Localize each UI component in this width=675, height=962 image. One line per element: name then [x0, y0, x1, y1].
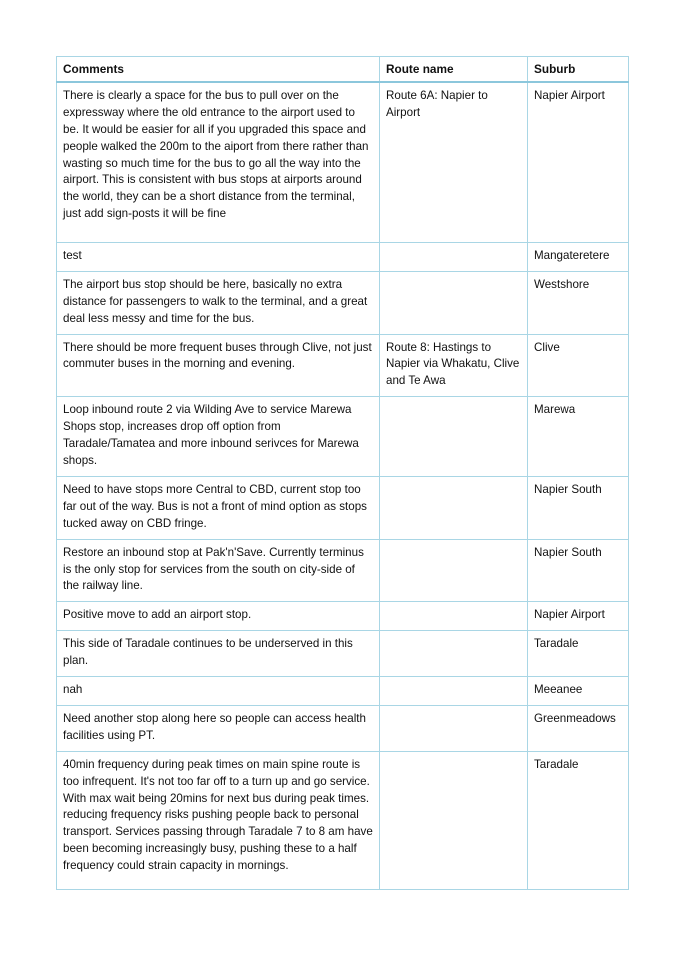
comment-cell: nah	[57, 677, 380, 706]
header-comments: Comments	[57, 57, 380, 82]
table-row	[57, 677, 629, 706]
route-cell	[380, 705, 528, 751]
table-row	[57, 602, 629, 631]
suburb-cell: Mangateretere	[528, 242, 629, 271]
table-row	[57, 476, 629, 539]
route-cell	[380, 677, 528, 706]
comment-cell: This side of Taradale continues to be underserved in this plan.	[57, 631, 380, 677]
table-row	[57, 242, 629, 271]
table-row	[57, 631, 629, 677]
table-row	[57, 397, 629, 477]
route-cell: Route 8: Hastings to Napier via Whakatu, Clive and Te Awa	[380, 334, 528, 397]
table-row	[57, 82, 629, 243]
route-cell	[380, 751, 528, 889]
route-cell	[380, 242, 528, 271]
suburb-cell: Westshore	[528, 271, 629, 334]
suburb-cell: Napier South	[528, 539, 629, 602]
comment-cell: Restore an inbound stop at Pak'n'Save. Currently terminus is the only stop for services from the south on city-side of the railway line.	[57, 539, 380, 602]
comment-cell: Need another stop along here so people can access health facilities using PT.	[57, 705, 380, 751]
suburb-cell: Napier Airport	[528, 602, 629, 631]
comment-cell: test	[57, 242, 380, 271]
suburb-cell: Taradale	[528, 631, 629, 677]
route-cell: Route 6A: Napier to Airport	[380, 82, 528, 243]
route-cell	[380, 271, 528, 334]
comment-cell: There is clearly a space for the bus to pull over on the expressway where the old entrance to the airport used to be. It would be easier for all if you upgraded this space and people walked the 200m to the aiport from there rather than wasting so much time for the bus to go all the way into the airport. This is consistent with bus stops at airports around the world, they can be a short distance from the terminal, just add sign-posts it will be fine	[57, 82, 380, 243]
suburb-cell: Marewa	[528, 397, 629, 477]
comment-cell: The airport bus stop should be here, basically no extra distance for passengers to walk to the terminal, and a great deal less messy and time for the bus.	[57, 271, 380, 334]
table-row	[57, 334, 629, 397]
suburb-cell: Napier Airport	[528, 82, 629, 243]
comment-cell: There should be more frequent buses through Clive, not just commuter buses in the morning and evening.	[57, 334, 380, 397]
table-row	[57, 751, 629, 889]
suburb-cell: Napier South	[528, 476, 629, 539]
route-cell	[380, 397, 528, 477]
table-row	[57, 539, 629, 602]
suburb-cell: Clive	[528, 334, 629, 397]
comments-table-container	[56, 56, 628, 890]
table-row	[57, 705, 629, 751]
header-suburb: Suburb	[528, 57, 629, 82]
table-row	[57, 271, 629, 334]
comments-table	[56, 56, 629, 890]
comment-cell: Loop inbound route 2 via Wilding Ave to service Marewa Shops stop, increases drop off option from Taradale/Tamatea and more inbound serivces for Marewa shops.	[57, 397, 380, 477]
route-cell	[380, 476, 528, 539]
route-cell	[380, 539, 528, 602]
table-header-row	[57, 57, 629, 82]
route-cell	[380, 602, 528, 631]
suburb-cell: Taradale	[528, 751, 629, 889]
route-cell	[380, 631, 528, 677]
comment-cell: 40min frequency during peak times on main spine route is too infrequent. It's not too far off to a turn up and go service. With max wait being 20mins for next bus during peak times. reducing frequency risks pushing people back to personal transport. Services passing through Taradale 7 to 8 am have been becoming increasingly busy, pushing these to a half frequency could strain capacity in mornings.	[57, 751, 380, 889]
comment-cell: Positive move to add an airport stop.	[57, 602, 380, 631]
comment-cell: Need to have stops more Central to CBD, current stop too far out of the way. Bus is not a front of mind option as stops tucked away on CBD fringe.	[57, 476, 380, 539]
suburb-cell: Meeanee	[528, 677, 629, 706]
header-route-name: Route name	[380, 57, 528, 82]
suburb-cell: Greenmeadows	[528, 705, 629, 751]
